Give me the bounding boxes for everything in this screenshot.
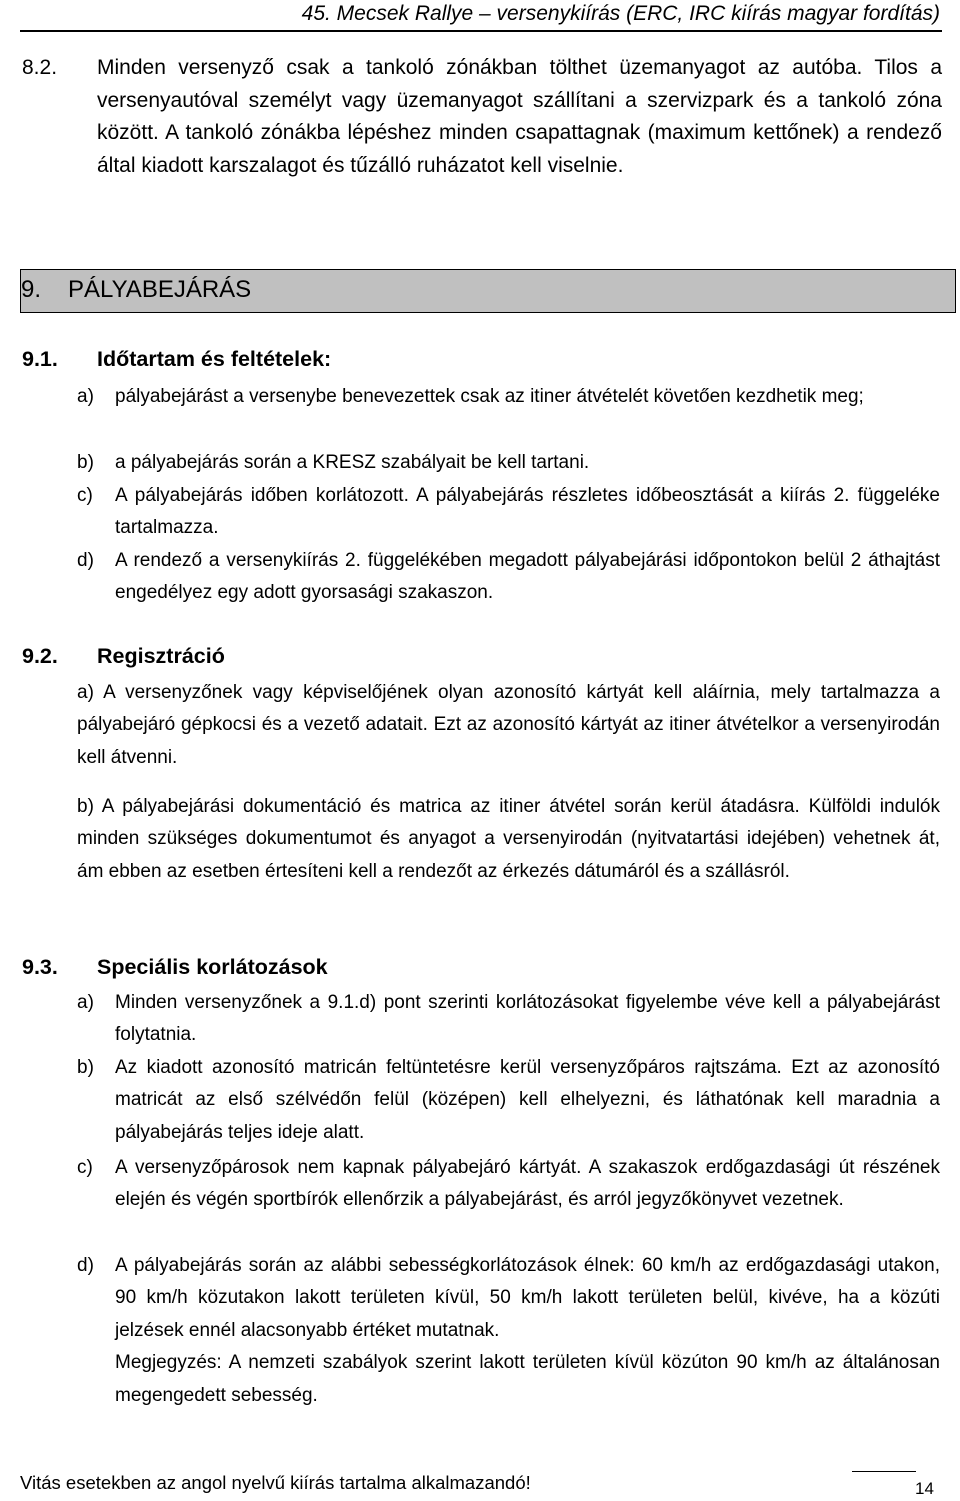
list-item-text: A versenyzőpárosok nem kapnak pályabejáró kártyát. A szakaszok erdőgazdasági út részének elején és végén sportbírók ellenőrzik a pályabejárást, és arról jegyzőkönyvet vezetnek. <box>115 1157 940 1211</box>
list-item-text: pályabejárást a versenybe benevezettek csak az itiner átvételét követően kezdhetik meg; <box>115 386 864 407</box>
list-item-text: A pályabejárás során az alábbi sebességkorlátozások élnek: 60 km/h az erdőgazdasági utakon, 90 km/h közutakon lakott területen kívül, 50 km/h lakott területen belül, kivéve, ha a közúti jelzések ennél alacsonyabb értéket mutatnak. <box>115 1255 940 1341</box>
subsection-number: 9.2. <box>22 644 58 668</box>
list-item-note: Megjegyzés: A nemzeti szabályok szerint lakott területen kívül közúton 90 km/h az általánosan megengedett sebesség. <box>115 1352 940 1406</box>
section-title: PÁLYABEJÁRÁS <box>68 276 252 303</box>
list-item-label: d) <box>77 550 94 571</box>
list-item-text: a pályabejárás során a KRESZ szabályait be kell tartani. <box>115 452 590 473</box>
subsection-number: 9.1. <box>22 347 58 371</box>
list-item-text: A pályabejárás időben korlátozott. A pályabejárás részletes időbeosztását a kiírás 2. függeléke tartalmazza. <box>115 485 940 539</box>
list-item-label: a) <box>77 992 94 1013</box>
list-item-text: Az kiadott azonosító matricán feltüntetésre kerül versenyzőpáros rajtszáma. Ezt az azonosító matricát az első szélvédőn felül (középen) kell elhelyezni, és láthatónak kell maradnia a pályabejárás teljes ideje alatt. <box>115 1057 940 1143</box>
list-item <box>77 1152 940 1217</box>
list-item <box>77 791 940 888</box>
footer-notice: Vitás esetekben az angol nyelvű kiírás tartalma alkalmazandó! <box>20 1472 531 1493</box>
paragraph-8-2 <box>22 52 942 182</box>
list-item-text: Minden versenyzőnek a 9.1.d) pont szerinti korlátozásokat figyelembe véve kell a pályabejárást folytatnia. <box>115 992 940 1046</box>
subsection-title: Időtartam és feltételek: <box>97 347 332 371</box>
list-item-text: a) A versenyzőnek vagy képviselőjének olyan azonosító kártyát kell aláírnia, mely tartalmazza a pályabejáró gépkocsi és a vezető adatait. Ezt az azonosító kártyát az itiner átvételkor a versenyirodán kell átvenni. <box>77 682 940 768</box>
header-divider <box>20 30 942 32</box>
list-item-text: A rendező a versenykiírás 2. függelékében megadott pályabejárási időpontokon belül 2 áthajtást engedélyez egy adott gyorsasági szakaszon. <box>115 550 940 604</box>
list-item <box>77 1052 940 1149</box>
list-item <box>77 447 940 479</box>
subsection-heading-9-1 <box>22 347 332 372</box>
subsection-heading-9-3 <box>22 955 328 980</box>
list-item-label: c) <box>77 485 93 506</box>
list-item-label: c) <box>77 1157 93 1178</box>
subsection-number: 9.3. <box>22 955 58 979</box>
list-item <box>77 987 940 1052</box>
section-heading-bar <box>20 269 956 313</box>
list-item <box>77 545 940 610</box>
list-item <box>77 480 940 545</box>
list-item-label: b) <box>77 452 94 473</box>
footer-divider <box>852 1471 916 1472</box>
page-number: 14 <box>915 1479 934 1498</box>
paragraph-number: 8.2. <box>22 56 58 79</box>
section-number: 9. <box>21 276 42 303</box>
subsection-heading-9-2 <box>22 644 225 669</box>
running-header-title: 45. Mecsek Rallye – versenykiírás (ERC, IRC kiírás magyar fordítás) <box>301 2 940 25</box>
paragraph-text: Minden versenyző csak a tankoló zónákban tölthet üzemanyagot az autóba. Tilos a versenyautóval személyt vagy üzemanyagot szállítani a szervizpark és a tankoló zóna között. A tankoló zónákba lépéshez minden csapattagnak (maximum kettőnek) a rendező által kiadott karszalagot és tűzálló ruházatot kell viselnie. <box>97 56 942 177</box>
list-item <box>77 677 940 774</box>
subsection-title: Regisztráció <box>97 644 225 668</box>
subsection-title: Speciális korlátozások <box>97 955 328 979</box>
list-item <box>77 1250 940 1412</box>
list-item-label: b) <box>77 1057 94 1078</box>
list-item-text: b) A pályabejárási dokumentáció és matrica az itiner átvétel során kerül átadásra. Külföldi indulók minden szükséges dokumentumot és anyagot a versenyirodán (nyitvatartási idejében) vehetnek át, ám ebben az esetben értesíteni kell a rendezőt az érkezés dátumáról és a szállásról. <box>77 796 940 882</box>
list-item-label: a) <box>77 386 94 407</box>
list-item-label: d) <box>77 1255 94 1276</box>
list-item <box>77 381 940 413</box>
